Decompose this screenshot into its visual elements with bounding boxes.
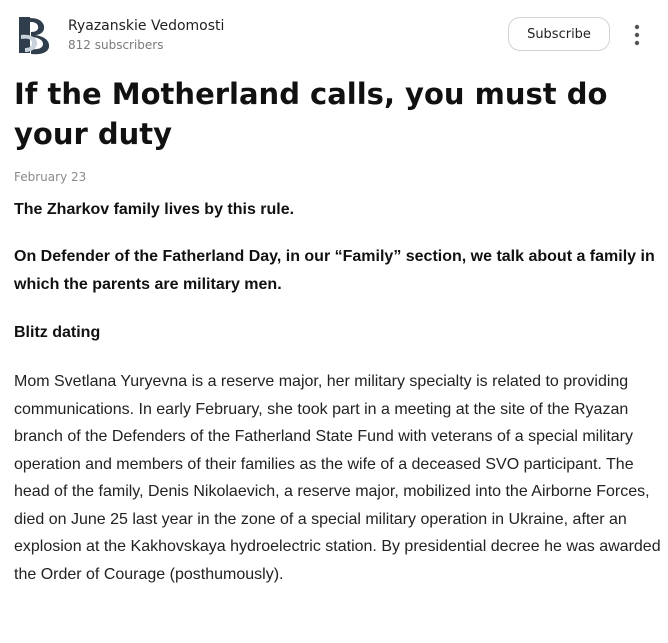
subscriber-count: 812 subscribers xyxy=(68,38,164,52)
article-title: If the Motherland calls, you must do your duty xyxy=(14,77,608,151)
more-options-button[interactable] xyxy=(626,22,648,48)
channel-header xyxy=(0,0,668,66)
paragraph-intro: On Defender of the Fatherland Day, in our “Family” section, we talk about a family in which the parents are military men. xyxy=(14,248,655,293)
publish-date: February 23 xyxy=(14,170,87,184)
channel-name[interactable]: Ryazanskie Vedomosti xyxy=(68,18,225,34)
paragraph-main: Mom Svetlana Yuryevna is a reserve major, her military specialty is related to providing communications. In early February, she took part in a meeting at the site of the Ryazan branch of the Defenders of the Fatherland State Fund with veterans of a special military operation and members of their families as the wife of a deceased SVO participant. The head of the family, Denis Nikolaevich, a reserve major, mobilized into the Airborne Forces, died on June 25 last year in the zone of a special military operation in Ukraine, after an explosion at the Kakhovskaya hydroelectric station. By presidential decree he was awarded the Order of Courage (posthumously). xyxy=(14,373,661,583)
section-subheading: Blitz dating xyxy=(14,324,101,341)
rv-logo-icon[interactable] xyxy=(16,14,58,56)
subscribe-button[interactable]: Subscribe xyxy=(508,17,610,51)
vertical-dots-icon xyxy=(626,22,648,48)
paragraph-rule: The Zharkov family lives by this rule. xyxy=(14,201,295,218)
